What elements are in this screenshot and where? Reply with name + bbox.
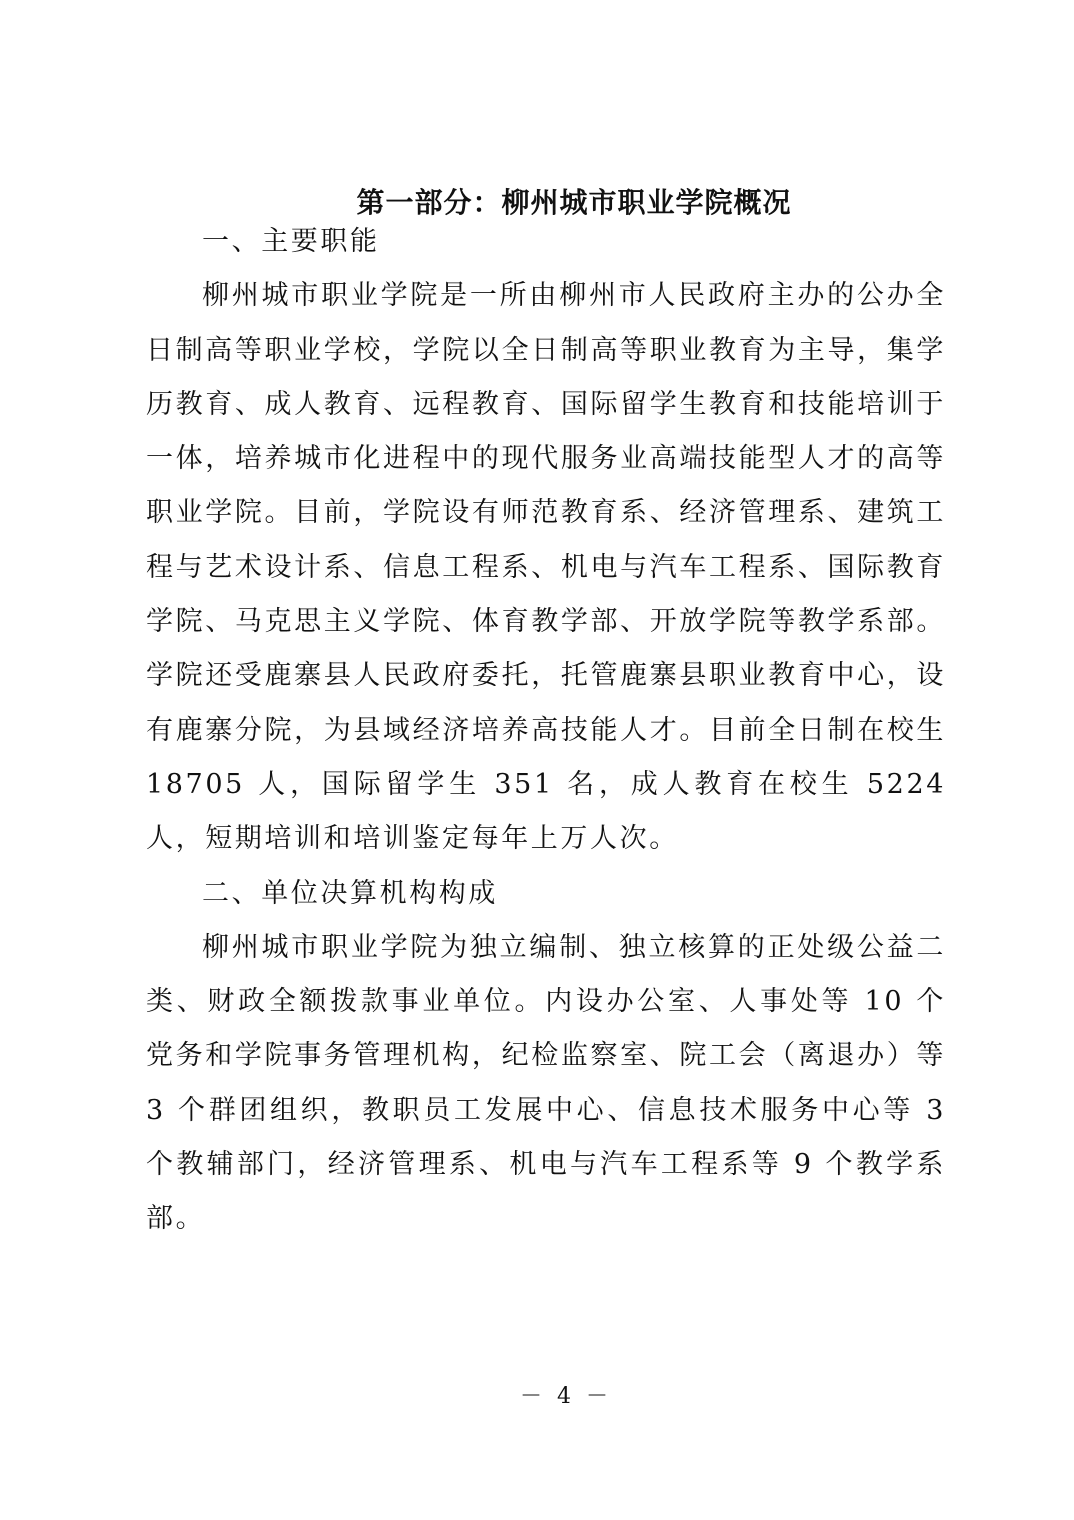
document-body: [146, 215, 946, 1247]
section-paragraph-main-functions: 柳州城市职业学院是一所由柳州市人民政府主办的公办全日制高等职业学校，学院以全日制高等职业教育为主导，集学历教育、成人教育、远程教育、国际留学生教育和技能培训于一体，培养城市化进程中的现代服务业高端技能型人才的高等职业学院。目前，学院设有师范教育系、经济管理系、建筑工程与艺术设计系、信息工程系、机电与汽车工程系、国际教育学院、马克思主义学院、体育教学部、开放学院等教学系部。学院还受鹿寨县人民政府委托，托管鹿寨县职业教育中心，设有鹿寨分院，为县域经济培养高技能人才。目前全日制在校生 18705 人，国际留学生 351 名，成人教育在校生 5224 人，短期培训和培训鉴定每年上万人次。: [146, 280, 946, 855]
section-heading-organization: 二、单位决算机构构成: [202, 877, 498, 909]
document-title: 第一部分：柳州城市职业学院概况: [356, 185, 792, 219]
page-number: － 4 －: [520, 1384, 612, 1409]
section-heading-main-functions: 一、主要职能: [202, 226, 380, 257]
section-paragraph-organization: 柳州城市职业学院为独立编制、独立核算的正处级公益二类、财政全额拨款事业单位。内设办公室、人事处等 10 个党务和学院事务管理机构，纪检监察室、院工会（离退办）等 3 个群团组织，教职员工发展中心、信息技术服务中心等 3 个教辅部门，经济管理系、机电与汽车工程系等 9 个教学系部。: [146, 931, 946, 1235]
